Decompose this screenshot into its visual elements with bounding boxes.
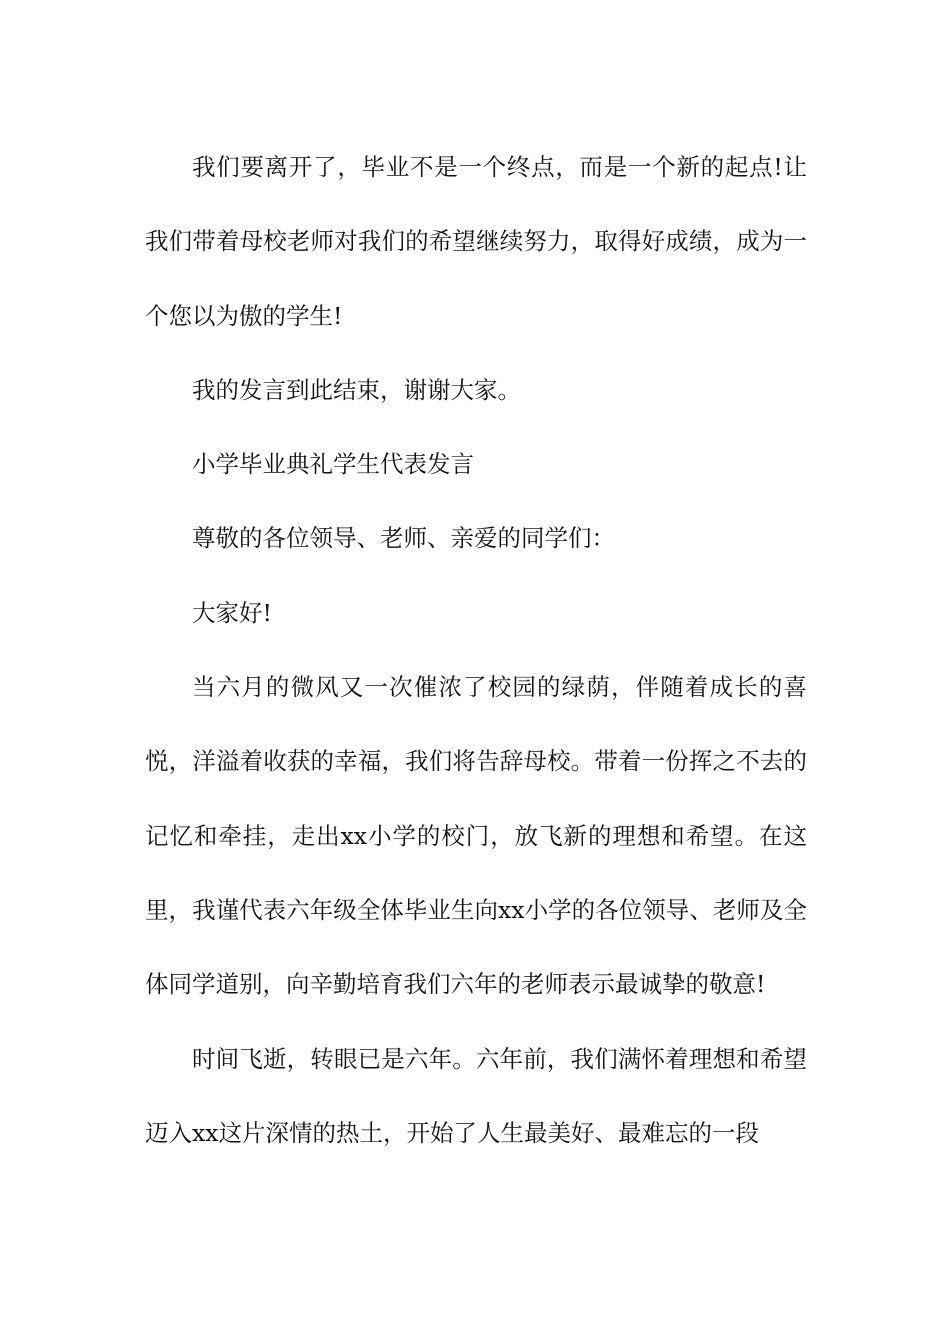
paragraph-june: 当六月的微风又一次催浓了校园的绿荫，伴随着成长的喜悦，洋溢着收获的幸福，我们将告辞母校。带着一份挥之不去的记忆和牵挂，走出xx小学的校门，放飞新的理想和希望。在这里，我谨代表六年级全体毕业生向xx小学的各位领导、老师及全体同学道别，向辛勤培育我们六年的老师表示最诚挚的敬意! [145,673,807,999]
salutation: 尊敬的各位领导、老师、亲爱的同学们： [192,524,615,553]
greeting: 大家好! [192,598,272,627]
paragraph-time: 时间飞逝，转眼已是六年。六年前，我们满怀着理想和希望迈入xx这片深情的热土，开始了人生最美好、最难忘的一段 [145,1044,807,1147]
speech-title: 小学毕业典礼学生代表发言 [192,450,474,479]
paragraph-farewell: 我们要离开了，毕业不是一个终点，而是一个新的起点!让我们带着母校老师对我们的希望继续努力，取得好成绩，成为一个您以为傲的学生! [145,153,807,330]
paragraph-closing: 我的发言到此结束，谢谢大家。 [192,375,521,404]
document-body [145,130,807,1170]
